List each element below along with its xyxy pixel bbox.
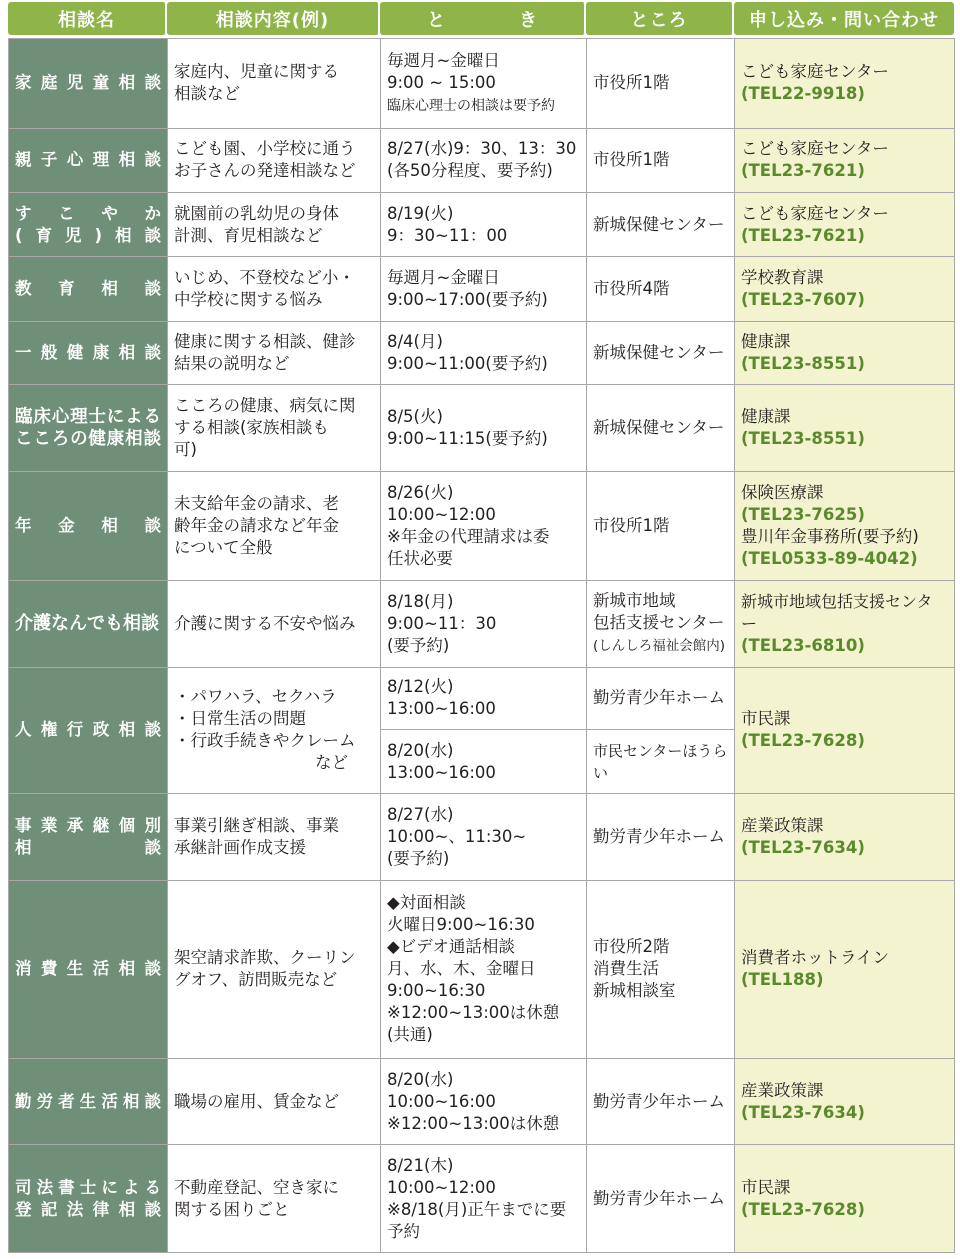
consultation-contact [735, 472, 955, 581]
consultation-when [381, 39, 587, 129]
consultation-contact [735, 192, 955, 256]
consultation-where-b: 市民センターほうらい [587, 729, 735, 793]
contact-tel: (TEL23-8551) [741, 353, 865, 373]
consultation-contact [735, 1058, 955, 1144]
consultation-when: 8/5(火) 9:00~11:15(要予約) [381, 384, 587, 472]
consultation-contact [735, 1145, 955, 1253]
consultation-content: 家庭内、児童に関する 相談など [168, 39, 381, 129]
consultation-when: ◆対面相談 火曜日9:00~16:30 ◆ビデオ通話相談 月、水、木、金曜日 9:00~16:30 ※12:00~13:00は休憩 (共通) [381, 880, 587, 1058]
consultation-content: 架空請求詐欺、クーリン グオフ、訪問販売など [168, 880, 381, 1058]
contact-tel: (TEL23-7621) [741, 225, 865, 245]
consultation-contact [735, 581, 955, 667]
consultation-where: 勤労青少年ホーム [587, 667, 735, 729]
consultation-where: 新城保健センター [587, 192, 735, 256]
table-row [9, 192, 955, 256]
consultation-when: 8/27(水) 10:00~、11:30~ (要予約) [381, 794, 587, 880]
contact-org: 産業政策課 [741, 816, 824, 836]
consultation-name: 勤労者生活相談 [9, 1058, 168, 1144]
consultation-name: 人権行政相談 [9, 667, 168, 794]
contact-tel: (TEL23-7607) [741, 289, 865, 309]
table-row [9, 257, 955, 321]
contact-org: 新城市地域包括支援センター [741, 591, 933, 633]
consultation-content: こころの健康、病気に関 する相談(家族相談も 可) [168, 384, 381, 472]
content-lines: ・パワハラ、セクハラ ・日常生活の問題 ・行政手続きやクレーム [174, 687, 356, 751]
consultation-when-b: 8/20(水) 13:00~16:00 [381, 729, 587, 793]
consultation-contact [735, 257, 955, 321]
table-header [8, 2, 954, 35]
consultation-name: 司法書士による 登記法律相談 [9, 1145, 168, 1253]
header-contact: 申し込み・問い合わせ [734, 2, 954, 35]
table-row [9, 1058, 955, 1144]
contact-tel: (TEL23-7628) [741, 1199, 865, 1219]
header-where: ところ [586, 2, 734, 35]
contact-org: 産業政策課 [741, 1080, 824, 1100]
consultation-table [8, 38, 955, 1253]
consultation-content: 不動産登記、空き家に 関する困りごと [168, 1145, 381, 1253]
consultation-content: 介護に関する不安や悩み [168, 581, 381, 667]
consultation-content: 事業引継ぎ相談、事業 承継計画作成支援 [168, 794, 381, 880]
contact-tel: (TEL23-7634) [741, 838, 865, 858]
consultation-contact [735, 880, 955, 1058]
consultation-contact [735, 39, 955, 129]
contact-org: 保険医療課 [741, 483, 824, 503]
consultation-where: 市役所1階 [587, 128, 735, 192]
table-row [9, 384, 955, 472]
contact-org: 市民課 [741, 709, 791, 729]
consultation-contact [735, 667, 955, 794]
consultation-where: 市役所1階 [587, 39, 735, 129]
consultation-content: 健康に関する相談、健診 結果の説明など [168, 321, 381, 384]
consultation-where: 新城保健センター [587, 321, 735, 384]
consultation-when: 8/4(月) 9:00~11:00(要予約) [381, 321, 587, 384]
where-main: 新城市地域 包括支援センター [593, 591, 725, 633]
where-note: (しんしろ福祉会館内) [593, 638, 726, 655]
consultation-where [587, 581, 735, 667]
contact-tel: (TEL22-9918) [741, 84, 865, 104]
when-main: 毎週月~金曜日 9:00 ~ 15:00 [387, 50, 500, 92]
consultation-contact [735, 794, 955, 880]
consultation-when: 8/19(火) 9：30~11：00 [381, 192, 587, 256]
consultation-contact [735, 384, 955, 472]
consultation-when: 8/12(火) 13:00~16:00 [381, 667, 587, 729]
consultation-when: 8/27(水)9：30、13：30 (各50分程度、要予約) [381, 128, 587, 192]
when-note: 臨床心理士の相談は要予約 [387, 97, 555, 114]
consultation-name: 年 金 相 談 [9, 472, 168, 581]
contact-org: こども家庭センター [741, 62, 889, 82]
contact-org: 市民課 [741, 1177, 791, 1197]
consultation-content: 未支給年金の請求、老 齢年金の請求など年金 について全般 [168, 472, 381, 581]
consultation-where: 勤労青少年ホーム [587, 1145, 735, 1253]
consultation-name: 介護なんでも相談 [9, 581, 168, 667]
table-row [9, 794, 955, 880]
consultation-name: 消費生活相談 [9, 880, 168, 1058]
consultation-where: 市役所2階 消費生活 新城相談室 [587, 880, 735, 1058]
table-row [9, 39, 955, 129]
consultation-content: こども園、小学校に通う お子さんの発達相談など [168, 128, 381, 192]
contact-tel: (TEL23-7628) [741, 731, 865, 751]
contact-org-2: 豊川年金事務所(要予約) [741, 527, 919, 547]
header-when: と き [380, 2, 586, 35]
table-row [9, 128, 955, 192]
consultation-where: 新城保健センター [587, 384, 735, 472]
table-row [9, 321, 955, 384]
consultation-when: 8/20(水) 10:00~16:00 ※12:00~13:00は休憩 [381, 1058, 587, 1144]
contact-org: 学校教育課 [741, 267, 824, 287]
consultation-when: 8/21(木) 10:00~12:00 ※8/18(月)正午までに要 予約 [381, 1145, 587, 1253]
consultation-name: す こ や か (育児)相談 [9, 192, 168, 256]
contact-tel: (TEL23-6810) [741, 635, 865, 655]
consultation-contact [735, 128, 955, 192]
consultation-when: 8/26(火) 10:00~12:00 ※年金の代理請求は委 任状必要 [381, 472, 587, 581]
contact-org: 健康課 [741, 407, 791, 427]
table-row [9, 581, 955, 667]
table-row [9, 472, 955, 581]
consultation-content: 就園前の乳幼児の身体 計測、育児相談など [168, 192, 381, 256]
consultation-content: 職場の雇用、賃金など [168, 1058, 381, 1144]
table-row [9, 880, 955, 1058]
contact-tel: (TEL23-7625) [741, 505, 865, 525]
consultation-contact [735, 321, 955, 384]
contact-org: こども家庭センター [741, 139, 889, 159]
consultation-name: 臨床心理士による こころの健康相談 [9, 384, 168, 472]
consultation-name: 一般健康相談 [9, 321, 168, 384]
contact-tel: (TEL188) [741, 970, 824, 990]
table-row [9, 667, 955, 729]
contact-org: こども家庭センター [741, 203, 889, 223]
consultation-name: 事業承継個別 相 談 [9, 794, 168, 880]
consultation-where: 市役所1階 [587, 472, 735, 581]
consultation-content [168, 667, 381, 794]
contact-tel: (TEL23-7634) [741, 1102, 865, 1122]
contact-org: 消費者ホットライン [741, 948, 890, 968]
contact-org: 健康課 [741, 331, 791, 351]
consultation-name: 親子心理相談 [9, 128, 168, 192]
header-consultation-name: 相談名 [8, 2, 167, 35]
contact-tel: (TEL23-8551) [741, 429, 865, 449]
content-tail: など [315, 753, 348, 773]
consultation-where: 市役所4階 [587, 257, 735, 321]
consultation-name: 教 育 相 談 [9, 257, 168, 321]
consultation-content: いじめ、不登校など小・ 中学校に関する悩み [168, 257, 381, 321]
contact-tel-2: (TEL0533-89-4042) [741, 549, 918, 569]
consultation-name: 家庭児童相談 [9, 39, 168, 129]
consultation-where: 勤労青少年ホーム [587, 794, 735, 880]
consultation-where: 勤労青少年ホーム [587, 1058, 735, 1144]
header-content: 相談内容(例) [167, 2, 380, 35]
consultation-when: 毎週月~金曜日 9:00~17:00(要予約) [381, 257, 587, 321]
table-row [9, 1145, 955, 1253]
consultation-when: 8/18(月) 9:00~11：30 (要予約) [381, 581, 587, 667]
contact-tel: (TEL23-7621) [741, 161, 865, 181]
